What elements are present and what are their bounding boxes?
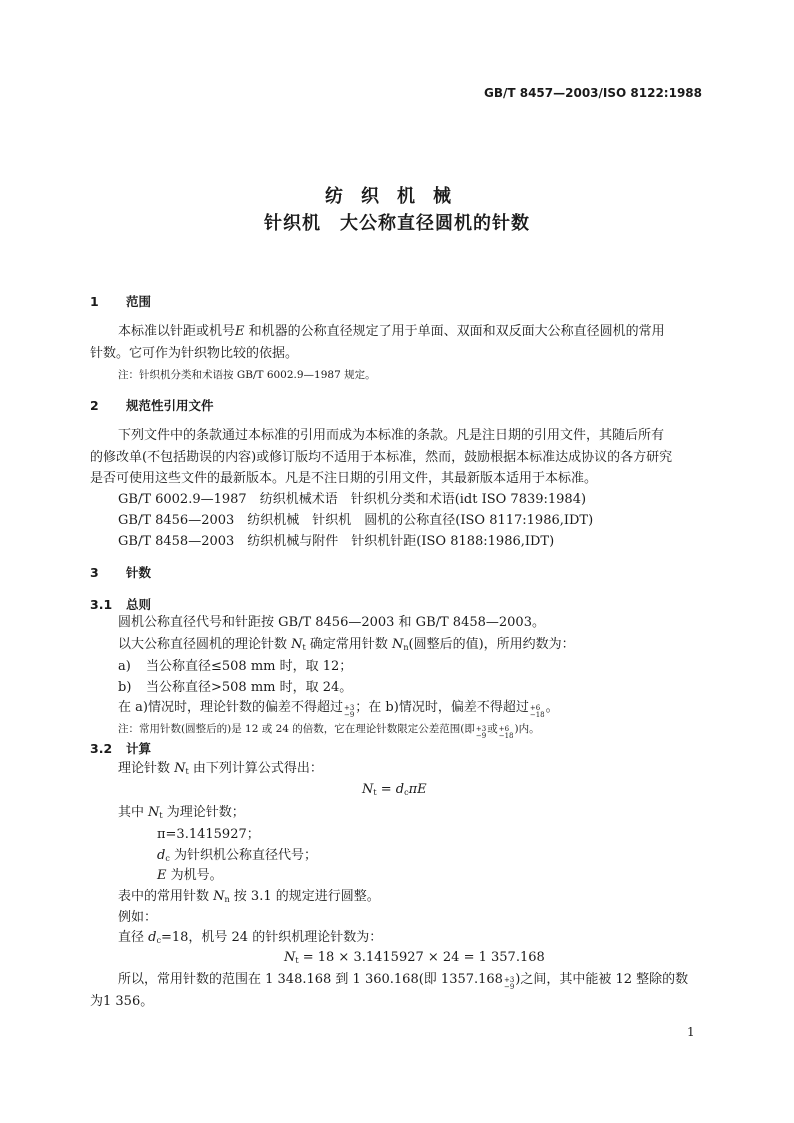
where-line1: 其中 $N_t$ 为理论针数； xyxy=(118,805,245,820)
example-label: 例如： xyxy=(118,910,158,925)
reference-1: GB/T 6002.9—1987 纺织机械术语 针织机分类和术语(idt ISO 7839:1984) xyxy=(118,492,587,507)
where-line4: E 为机号。 xyxy=(157,868,223,883)
example-formula: $N_t = 18 \times 3.1415927 \times 24 = 1$ 357.168 xyxy=(284,950,545,965)
rounding-line: 表中的常用针数 $N_n$ 按 3.1 的规定进行圆整。 xyxy=(118,889,380,904)
document-title-line1: 纺织机械 xyxy=(325,186,469,207)
scope-note: 注：针织机分类和术语按 GB/T 6002.9—1987 规定。 xyxy=(118,369,376,381)
standard-number: GB/T 8457—2003/ISO 8122:1988 xyxy=(483,86,702,100)
subsection-3-2-heading xyxy=(90,741,151,757)
page-number: 1 xyxy=(687,1025,695,1039)
tolerance-a: +3 −9 xyxy=(343,704,355,719)
section-3-title: 针数 xyxy=(126,565,152,580)
section-2-number: 2 xyxy=(90,398,99,413)
refs-intro-line2: 的修改单(不包括勘误的内容)或修订版均不适用于本标准，然而，鼓励根据本标准达成协议的各方研究 xyxy=(90,450,673,465)
scope-paragraph-line1: 本标准以针距或机号E 和机器的公称直径规定了用于单面、双面和双反面大公称直径圆机的常用 xyxy=(118,324,665,339)
where-line2: π=3.1415927； xyxy=(157,827,260,842)
general-line1: 圆机公称直径代号和针距按 GB/T 8456—2003 和 GB/T 8458—2003。 xyxy=(118,615,545,630)
section-2-title: 规范性引用文件 xyxy=(126,398,214,413)
section-2-heading xyxy=(90,398,214,414)
document-title-line2: 针织机 大公称直径圆机的针数 xyxy=(264,213,530,234)
refs-intro-line1: 下列文件中的条款通过本标准的引用而成为本标准的条款。凡是注日期的引用文件，其随后所有 xyxy=(118,428,665,443)
general-line2: 以大公称直径圆机的理论针数 $N_t$ 确定常用针数 $N_n$(圆整后的值)，所用约数为： xyxy=(118,637,575,652)
list-item-a: a) 当公称直径≤508 mm 时，取 12； xyxy=(118,659,353,674)
section-1-heading xyxy=(90,294,151,310)
subsection-3-1-title: 总则 xyxy=(126,597,152,612)
section-3-heading xyxy=(90,565,151,581)
calc-intro: 理论针数 $N_t$ 由下列计算公式得出： xyxy=(118,761,323,776)
subsection-3-1-number: 3.1 xyxy=(90,597,113,612)
subsection-3-2-title: 计算 xyxy=(126,741,152,756)
example-line1: 直径 $d_c=18$，机号 24 的针织机理论针数为： xyxy=(118,930,383,945)
tolerance-b: +6 −18 xyxy=(529,704,545,719)
section-1-number: 1 xyxy=(90,294,99,309)
where-line3: $d_c$ 为针织机公称直径代号； xyxy=(157,848,317,863)
reference-3: GB/T 8458—2003 纺织机械与附件 针织机针距(ISO 8188:1986,IDT) xyxy=(118,534,555,549)
example-line3: 为1 356。 xyxy=(90,994,154,1009)
reference-2: GB/T 8456—2003 纺织机械 针织机 圆机的公称直径(ISO 8117:1986,IDT) xyxy=(118,513,594,528)
formula: $N_t = d_c\pi E$ xyxy=(362,782,427,797)
general-note: 注：常用针数(圆整后的)是 12 或 24 的倍数，它在理论针数限定公差范围(即 +3 −9 或 +6 −18 )内。 xyxy=(118,723,540,740)
section-3-number: 3 xyxy=(90,565,99,580)
deviation-line: 在 a)情况时，理论针数的偏差不得超过 +3 −9 ；在 b)情况时，偏差不得超过 +6 −18 。 xyxy=(118,700,559,719)
subsection-3-2-number: 3.2 xyxy=(90,741,113,756)
section-1-title: 范围 xyxy=(126,294,152,309)
refs-intro-line3: 是否可使用这些文件的最新版本。凡是不注日期的引用文件，其最新版本适用于本标准。 xyxy=(90,471,598,486)
list-item-b: b) 当公称直径>508 mm 时，取 24。 xyxy=(118,680,353,695)
scope-paragraph-line2: 针数。它可作为针织物比较的依据。 xyxy=(90,346,299,361)
subsection-3-1-heading xyxy=(90,597,151,613)
example-line2: 所以，常用针数的范围在 1 348.168 到 1 360.168(即 1357.168 +3 −9 )之间，其中能被 12 整除的数 xyxy=(118,972,689,991)
